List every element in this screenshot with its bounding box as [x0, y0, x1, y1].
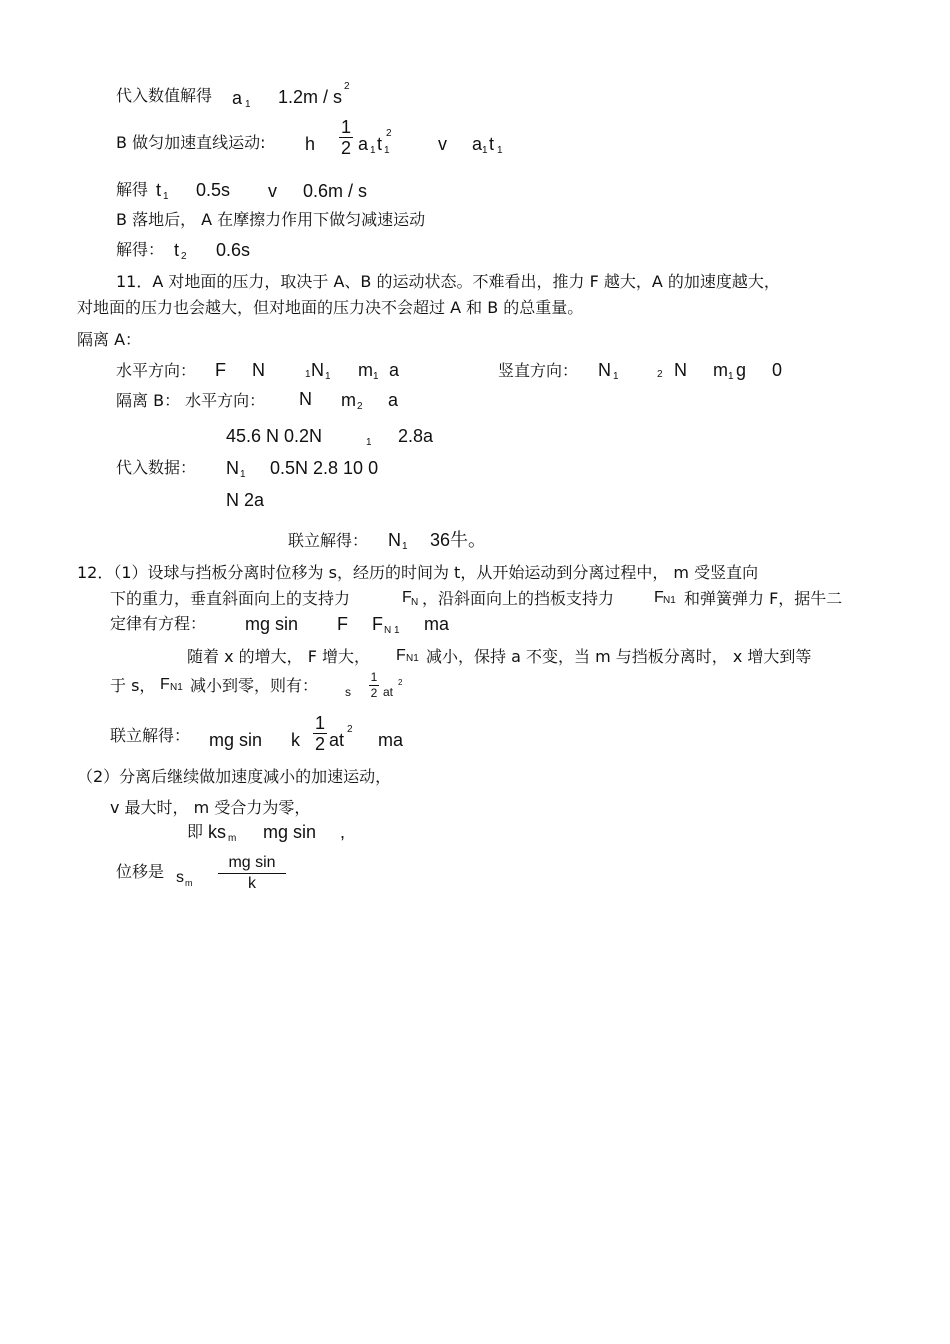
math-t1: t	[489, 134, 495, 154]
paragraph-12-b2: ，沿斜面向上的挡板支持力	[422, 589, 615, 608]
math-sub: m	[185, 878, 193, 888]
math-at: at	[329, 730, 345, 750]
numerator: 1	[340, 117, 351, 137]
math-a1: a	[358, 134, 369, 154]
math-N: N	[252, 360, 265, 380]
text-substitute: 代入数值解得	[116, 86, 213, 105]
math-eq-line1: 45.6 N 0.2N	[226, 426, 323, 446]
numerator: mg sin	[228, 854, 276, 871]
math-sub: N 1	[384, 625, 400, 636]
denominator: 2	[370, 686, 378, 700]
math-sub: 2	[181, 251, 187, 262]
math-mgsin: mg sin	[245, 614, 299, 634]
math-N: N	[299, 389, 312, 409]
text-solve2: 解得：	[116, 240, 165, 259]
math-sub: 1	[245, 99, 251, 110]
text-joint-solve: 联立解得：	[288, 531, 369, 550]
paragraph-12-i: 即	[187, 822, 204, 841]
math-sub: 1	[325, 371, 331, 382]
math-sub: 1	[373, 371, 379, 382]
math-FN1: F	[654, 589, 664, 606]
math-sub: 1	[240, 469, 246, 480]
paragraph-11: 11．A 对地面的压力，取决于 A、B 的运动状态。不难看出，推力 F 越大，A 的加速度越大，	[116, 272, 780, 291]
paragraph-12-e1: 于 s，	[110, 676, 156, 695]
math-sup: 2	[386, 128, 392, 139]
math-sub: m	[228, 833, 237, 844]
math-sup: 2	[347, 724, 353, 735]
math-ma: ma	[378, 730, 404, 750]
math-FN1: F	[160, 676, 170, 693]
math-F: F	[337, 614, 348, 634]
fraction-bar	[218, 873, 286, 874]
math-m2: m	[341, 390, 356, 410]
math-v: v	[268, 181, 277, 201]
math-a: a	[388, 390, 399, 410]
math-h: h	[305, 134, 316, 154]
fraction-half	[313, 714, 327, 753]
denominator: k	[248, 875, 256, 892]
math-F: F	[215, 360, 226, 380]
math-N1: N	[311, 360, 324, 380]
fraction-half	[339, 118, 353, 157]
math-eq-line1b: 2.8a	[398, 426, 434, 446]
text-b-accel: B 做匀加速直线运动:	[116, 133, 266, 152]
math-t1: t	[156, 180, 162, 200]
math-s: s	[176, 869, 184, 886]
math-sub: 1	[305, 369, 311, 380]
paragraph-12-d2: 减小，保持 a 不变，当 m 与挡板分离时， x 增大到等	[426, 647, 812, 666]
math-sub: 1	[384, 145, 390, 156]
denominator: 2	[340, 138, 351, 158]
math-t1: t	[377, 134, 383, 154]
math-result: 36牛。	[430, 530, 487, 550]
math-sub: 1	[402, 541, 408, 552]
math-sub: 1	[497, 145, 503, 156]
math-sub: 1	[482, 145, 488, 156]
math-m1: m	[358, 360, 373, 380]
text-vertical: 竖直方向：	[498, 361, 579, 380]
math-sup: 2	[344, 81, 350, 92]
math-a1: a	[472, 134, 483, 154]
paragraph-12-b3: 和弹簧弹力 F，据牛二	[684, 589, 843, 608]
math-ks: ks	[208, 822, 226, 842]
math-ma: ma	[424, 614, 450, 634]
math-val: 0.6m / s	[303, 181, 368, 201]
math-val: 0.6s	[216, 240, 251, 260]
text-horizontal: 水平方向：	[116, 361, 197, 380]
math-g: g	[736, 360, 747, 380]
text-substitute-data: 代入数据：	[116, 458, 197, 477]
math-sub: 1	[613, 371, 619, 382]
math-sub: 1	[366, 437, 372, 448]
paragraph-12-g: （2）分离后继续做加速度减小的加速运动，	[77, 767, 392, 786]
math-sup: 2	[398, 678, 403, 687]
math-sub: 2	[657, 369, 663, 380]
text-solve: 解得	[116, 180, 149, 199]
numerator: 1	[370, 670, 378, 684]
math-t2: t	[174, 240, 180, 260]
math-N: N	[674, 360, 687, 380]
math-val: 0.5s	[196, 180, 231, 200]
math-sub: 1	[370, 145, 376, 156]
fraction-half-small	[369, 671, 379, 700]
math-sub: 1	[163, 191, 169, 202]
math-at: at	[383, 685, 394, 699]
math-sub: N	[411, 597, 419, 608]
paragraph-12-e2: 减小到零，则有：	[190, 676, 319, 695]
paragraph-12: 12．（1）设球与挡板分离时位移为 s，经历的时间为 t，从开始运动到分离过程中， m 受竖直向	[77, 563, 759, 582]
text-isolate-a: 隔离 A：	[77, 330, 142, 349]
math-sub: N1	[663, 595, 676, 606]
math-v: v	[438, 134, 447, 154]
math-a: a	[232, 88, 243, 108]
math-FN1: F	[372, 614, 383, 634]
paragraph-11-cont: 对地面的压力也会越大，但对地面的压力决不会超过 A 和 B 的总重量。	[77, 298, 584, 317]
math-FN: F	[402, 589, 412, 606]
math-FN1: F	[396, 647, 406, 664]
math-mgsin: mg sin	[263, 822, 317, 842]
paragraph-12-c: 定律有方程：	[110, 614, 207, 633]
math-s: s	[345, 685, 351, 699]
math-sub: N1	[406, 653, 419, 664]
math-eq-line2b: 0.5N 2.8 10 0	[270, 458, 379, 478]
paragraph-12-d1: 随着 x 的增大， F 增大，	[187, 647, 371, 666]
math-N1: N	[598, 360, 611, 380]
paragraph-12-f: 联立解得：	[110, 726, 191, 745]
text-b-landing: B 落地后， A 在摩擦力作用下做匀减速运动	[116, 210, 426, 229]
math-comma: ,	[340, 822, 346, 842]
paragraph-12-b1: 下的重力，垂直斜面向上的支持力	[110, 589, 351, 608]
paragraph-12-h: v 最大时， m 受合力为零，	[110, 798, 311, 817]
math-mgsin: mg sin	[209, 730, 263, 750]
math-sub: 2	[357, 401, 363, 412]
math-zero: 0	[772, 360, 783, 380]
math-k: k	[291, 730, 300, 750]
fraction-mgsin-k	[218, 854, 286, 893]
paragraph-12-j: 位移是	[116, 862, 165, 881]
math-eq-line3: N 2a	[226, 490, 265, 510]
math-sub: 1	[728, 371, 734, 382]
text-isolate-b: 隔离 B： 水平方向：	[116, 391, 266, 410]
math-sub: N1	[170, 682, 183, 693]
denominator: 2	[314, 734, 325, 754]
math-N1: N	[388, 530, 401, 550]
numerator: 1	[314, 713, 325, 733]
math-m1: m	[713, 360, 728, 380]
math-a: a	[389, 360, 400, 380]
math-eq: 1.2m / s	[278, 87, 343, 107]
math-eq-line2a: N	[226, 458, 239, 478]
